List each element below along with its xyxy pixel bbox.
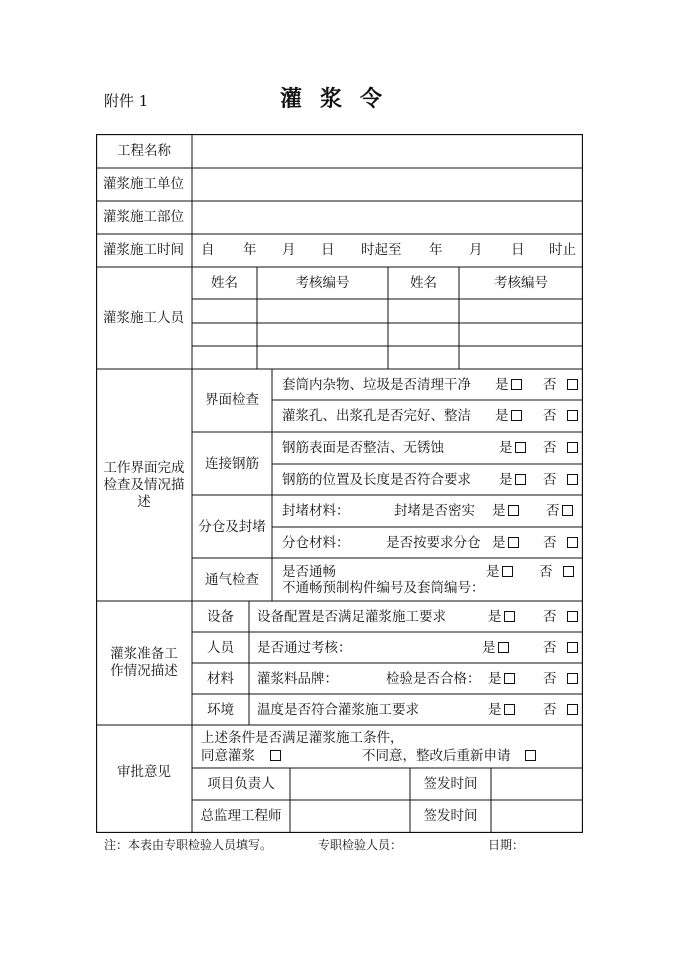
group-ventilation: 通气检查 (205, 572, 259, 588)
inspector-label: 专职检验人员： (318, 838, 403, 852)
no-checkbox[interactable]: 否 (539, 564, 574, 580)
time-from: 自 (201, 242, 215, 258)
yes-checkbox[interactable]: 是 (488, 702, 515, 718)
check-partition: 是否按要求分仓 (386, 535, 481, 551)
check-equipment: 设备配置是否满足灌浆施工要求 (257, 609, 446, 625)
no-checkbox[interactable]: 否 (543, 671, 578, 687)
partition-material: 分仓材料： (282, 535, 350, 551)
sealing-material: 封堵材料： (282, 503, 350, 519)
no-checkbox[interactable]: 否 (546, 503, 573, 519)
check-rebar-position: 钢筋的位置及长度是否符合要求 (282, 472, 471, 488)
time-year-1: 年 (243, 242, 257, 258)
yes-checkbox[interactable]: 是 (486, 564, 513, 580)
approval-label: 审批意见 (117, 764, 171, 780)
check-holes-intact: 灌浆孔、出浆孔是否完好、整洁 (282, 408, 471, 424)
check-rebar-surface: 钢筋表面是否整洁、无锈蚀 (282, 440, 444, 456)
time-day-2: 日 (511, 242, 525, 258)
no-checkbox[interactable]: 否 (543, 640, 578, 656)
grout-brand: 灌浆料品牌： (257, 671, 338, 687)
no-checkbox[interactable]: 否 (543, 535, 578, 551)
personnel-header-name-2: 姓名 (410, 275, 437, 291)
approval-question: 上述条件是否满足灌浆施工条件， (201, 730, 404, 746)
no-checkbox[interactable]: 否 (543, 440, 578, 456)
personnel-header-name-1: 姓名 (211, 275, 238, 291)
issue-time-label-1: 签发时间 (423, 776, 478, 792)
no-checkbox[interactable]: 否 (543, 472, 578, 488)
personnel-header-id-1: 考核编号 (295, 275, 350, 291)
chief-supervisor-label: 总监理工程师 (200, 808, 282, 824)
yes-checkbox[interactable]: 是 (499, 472, 526, 488)
time-hour-start: 时起至 (361, 242, 402, 258)
prep-material: 材料 (207, 671, 234, 687)
interface-check-label: 工作界面完成检查及情况描述 (103, 460, 185, 510)
date-label: 日期： (488, 838, 525, 852)
personnel-label: 灌浆施工人员 (103, 310, 184, 326)
no-checkbox[interactable]: 否 (543, 702, 578, 718)
check-sleeve-clean: 套筒内杂物、垃圾是否清理干净 (282, 377, 471, 393)
prep-equipment: 设备 (207, 609, 234, 625)
construction-time-label: 灌浆施工时间 (103, 242, 184, 258)
yes-checkbox[interactable]: 是 (499, 440, 526, 456)
yes-checkbox[interactable]: 是 (488, 609, 515, 625)
yes-checkbox[interactable]: 是 (482, 640, 509, 656)
time-day-1: 日 (321, 242, 335, 258)
yes-checkbox[interactable]: 是 (492, 503, 519, 519)
check-ventilation: 是否通畅 (282, 564, 336, 580)
check-inspection: 检验是否合格： (386, 671, 481, 687)
project-leader-label: 项目负责人 (207, 776, 275, 792)
agree-checkbox[interactable]: 同意灌浆 (201, 748, 281, 764)
prep-personnel: 人员 (207, 640, 234, 656)
annex-label: 附件 1 (104, 92, 149, 110)
check-personnel: 是否通过考核： (257, 640, 352, 656)
check-sealing-tight: 封堵是否密实 (394, 503, 475, 519)
yes-checkbox[interactable]: 是 (492, 535, 519, 551)
time-month-2: 月 (469, 242, 483, 258)
group-interface: 界面检查 (205, 392, 259, 408)
prep-environment: 环境 (207, 702, 234, 718)
group-partition: 分仓及封堵 (198, 519, 266, 535)
group-rebar: 连接钢筋 (205, 456, 259, 472)
check-temperature: 温度是否符合灌浆施工要求 (257, 702, 419, 718)
yes-checkbox[interactable]: 是 (495, 377, 522, 393)
no-checkbox[interactable]: 否 (543, 377, 578, 393)
prep-label: 灌浆准备工作情况描述 (110, 646, 178, 679)
time-year-2: 年 (429, 242, 443, 258)
personnel-header-id-2: 考核编号 (494, 275, 548, 291)
grouting-order-form (96, 134, 583, 833)
footer-note: 注：本表由专职检验人员填写。 (104, 838, 273, 852)
disagree-checkbox[interactable]: 不同意，整改后重新申请 (362, 748, 536, 764)
time-month-1: 月 (282, 242, 296, 258)
time-hour-end: 时止 (549, 242, 576, 258)
page-title: 灌浆令 (280, 86, 401, 112)
construction-unit-label: 灌浆施工单位 (103, 176, 184, 192)
yes-checkbox[interactable]: 是 (488, 671, 515, 687)
no-checkbox[interactable]: 否 (543, 408, 578, 424)
issue-time-label-2: 签发时间 (423, 808, 478, 824)
project-name-label: 工程名称 (117, 143, 171, 159)
yes-checkbox[interactable]: 是 (495, 408, 522, 424)
no-checkbox[interactable]: 否 (543, 609, 578, 625)
construction-part-label: 灌浆施工部位 (103, 209, 184, 225)
blocked-component-numbers: 不通畅预制构件编号及套筒编号： (282, 580, 485, 596)
